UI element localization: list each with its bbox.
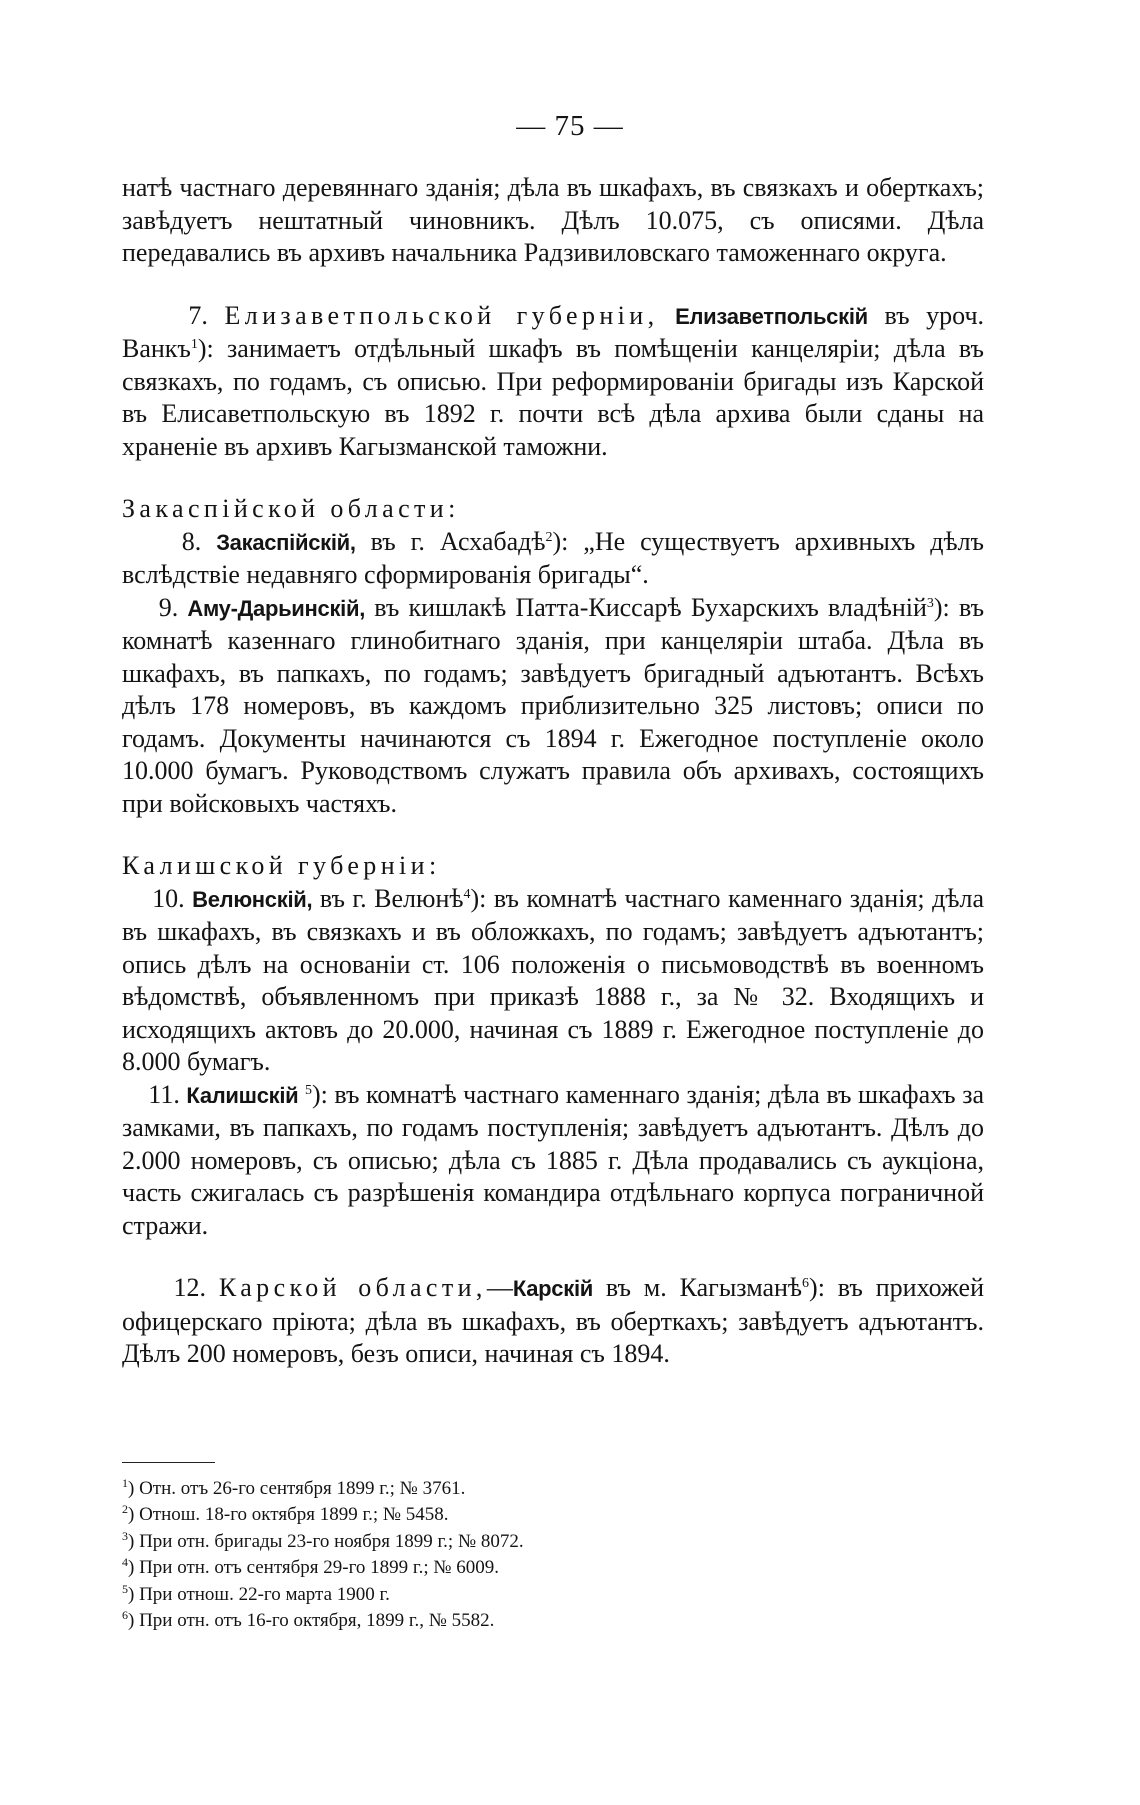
footnote-ref: 3 [926,595,934,611]
footnote-ref: 2 [545,529,553,545]
footnote-ref: 6 [802,1276,810,1291]
main-text [122,172,984,1371]
footnote-ref: 1 [190,337,198,352]
paragraph-11: 11. Калишскій $^5$): въ комнатѣ частнаго каменнаго зданія; дѣла въ шкафахъ за замками, въ папкахъ, по годамъ поступленія; завѣдуетъ адъютантъ. Дѣлъ до 2.000 номеровъ, съ описью; дѣла съ 1885 г. Дѣла продавались съ аукціона, часть сжигалась съ разрѣшенія командира отдѣльнаго корпуса пограничной стражи. [122,1079,985,1240]
brigade-name: Закаспійскій, [216,529,356,555]
region-heading: Елизаветпольской губерніи, [224,300,659,330]
section-heading-zakaspiy: Закаспійской области: [122,494,460,523]
footnote-ref: 5 [304,1082,312,1098]
footnote: $^6$) При отн. отъ 16-го октября, 1899 г., № 5582. [122,1608,495,1632]
footnotes [122,1476,822,1634]
paragraph-10: 10. Велюнскій, въ г. Велюнѣ$^4$): въ комнатѣ частнаго каменнаго зданія; дѣла въ шкафахъ, въ связкахъ и въ обложкахъ, по годамъ; завѣдуетъ адъютантъ; опись дѣлъ на основаніи ст. 106 положенія о письмоводствѣ въ военномъ вѣдомствѣ, объявленномъ при приказѣ 1888 г., за № 32. Входящихъ и исходящихъ актовъ до 20.000, начиная съ 1889 г. Ежегодное поступленіе до 8.000 бумагъ. [122,883,985,1076]
paragraph-7: 7. Елизаветпольской губерніи, Елизаветпольскій въ уроч. Ванкъ$^1$): занимаетъ отдѣльный шкафъ въ помѣщеніи канцеляріи; дѣла въ связкахъ, по годамъ, съ описью. При реформированіи бригады изъ Карской въ Елисаветпольскую въ 1892 г. почти всѣ дѣла архива были сданы на храненіе въ архивъ Кагызманской таможни. [122,300,985,461]
section-heading-kalish: Калишской губерніи: [122,851,441,880]
page-number: — 75 — [516,110,624,142]
footnote: $^3$) При отн. бригады 23-го ноября 1899 г.; № 8072. [122,1528,524,1552]
paragraph-9: 9. Аму-Дарьинскій, въ кишлакѣ Патта-Киссарѣ Бухарскихъ владѣній$^3$): въ комнатѣ казеннаго глинобитнаго зданія, при канцеляріи штаба. Дѣла въ шкафахъ, въ папкахъ, по годамъ; завѣдуетъ бригадный адъютантъ. Всѣхъ дѣлъ 178 номеровъ, въ каждомъ приблизительно 325 листовъ; описи по годамъ. Документы начинаются съ 1894 г. Ежегодное поступленіе около 10.000 бумагъ. Руководствомъ служатъ правила объ архивахъ, состоящихъ при войсковыхъ частяхъ. [122,592,985,818]
footnote: $^2$) Отнош. 18-го октября 1899 г.; № 5458. [122,1502,449,1526]
paragraph-continuation: натѣ частнаго деревяннаго зданія; дѣла въ шкафахъ, въ связкахъ и оберткахъ; завѣдуетъ нештатный чиновникъ. Дѣлъ 10.075, съ описями. Дѣла передавались въ архивъ начальника Радзивиловскаго таможеннаго округа. [122,173,984,267]
paragraph-12: 12. Карской области,—Карскій въ м. Кагызманѣ$^6$): въ прихожей офицерскаго пріюта; дѣла въ шкафахъ, въ оберткахъ; завѣдуетъ адъютантъ. Дѣлъ 200 номеровъ, безъ описи, начиная съ 1894. [122,1273,985,1368]
paragraph-8: 8. Закаспійскій, въ г. Асхабадѣ$^2$): „Не существуетъ архивныхъ дѣлъ вслѣдствіе недавняго сформированія бригады“. [122,526,984,589]
footnote-ref: 4 [463,886,471,902]
brigade-name: Елизаветпольскій [675,303,868,329]
brigade-name: Аму-Дарьинскій, [187,595,366,621]
region-heading: Карской области, [218,1273,487,1302]
footnote: $^5$) При отнош. 22-го марта 1900 г. [122,1581,390,1605]
footnote-divider [122,1462,215,1463]
brigade-name: Велюнскій, [192,886,313,912]
footnote: $^4$) При отн. отъ сентября 29-го 1899 г.; № 6009. [122,1555,499,1579]
brigade-name: Карскій [512,1276,593,1301]
brigade-name: Калишскій [186,1082,299,1108]
footnote: $^1$) Отн. отъ 26-го сентября 1899 г.; № 3761. [122,1476,466,1499]
